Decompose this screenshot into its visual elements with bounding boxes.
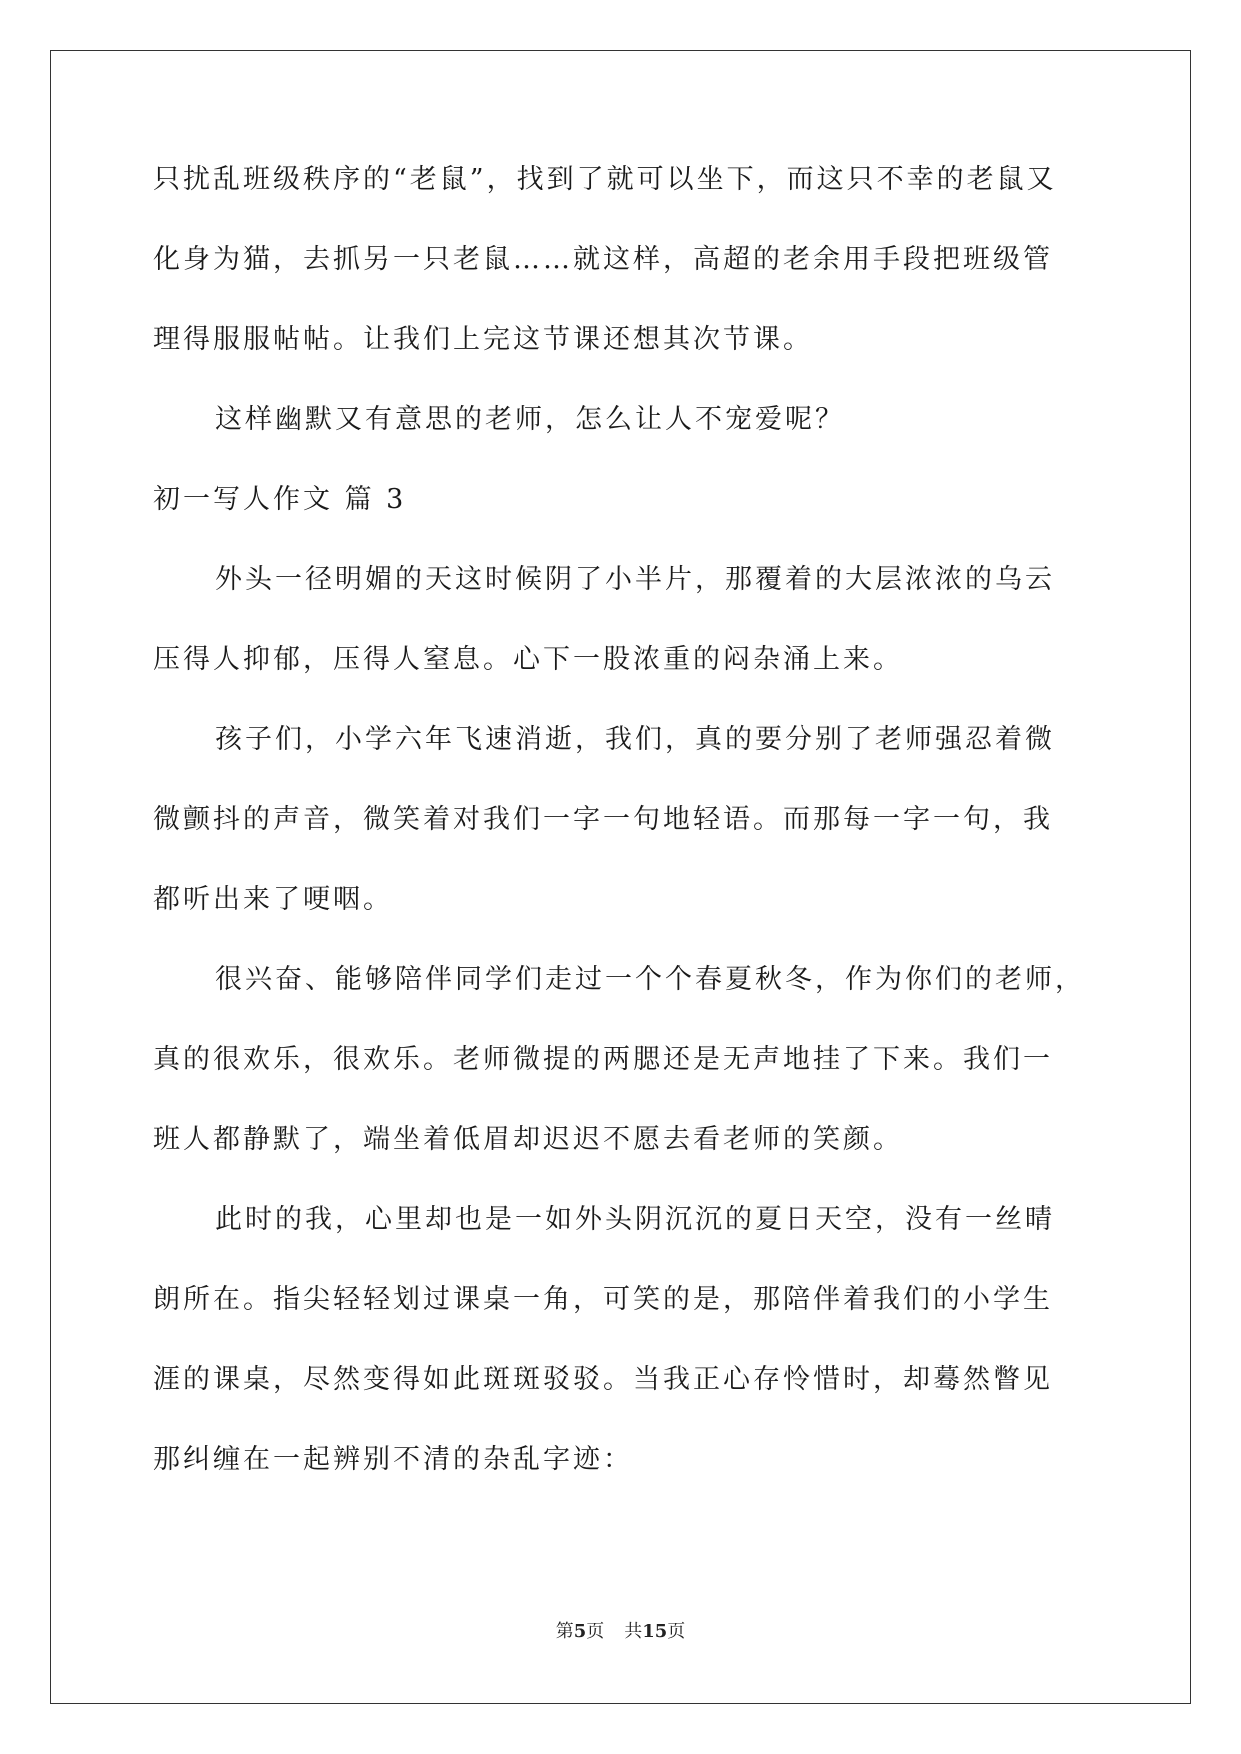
paragraph-start: 这样幽默又有意思的老师，怎么让人不宠爱呢？	[215, 404, 845, 435]
paragraph-start: 孩子们，小学六年飞速消逝，我们，真的要分别了老师强忍着微	[215, 724, 1055, 755]
document-body	[153, 160, 1093, 1520]
footer-total-suffix: 页	[667, 1621, 686, 1642]
text-line: 真的很欢乐，很欢乐。老师微提的两腮还是无声地挂了下来。我们一	[153, 1044, 1053, 1075]
text-line: 化身为猫，去抓另一只老鼠……就这样，高超的老余用手段把班级管	[153, 244, 1053, 275]
text-line: 压得人抑郁，压得人窒息。心下一股浓重的闷杂涌上来。	[153, 644, 903, 675]
text-line: 理得服服帖帖。让我们上完这节课还想其次节课。	[153, 324, 813, 355]
paragraph-start: 外头一径明媚的天这时候阴了小半片，那覆着的大层浓浓的乌云	[215, 564, 1055, 595]
paragraph-start: 很兴奋、能够陪伴同学们走过一个个春夏秋冬，作为你们的老师，	[215, 964, 1085, 995]
text-line: 朗所在。指尖轻轻划过课桌一角，可笑的是，那陪伴着我们的小学生	[153, 1284, 1053, 1315]
text-line: 那纠缠在一起辨别不清的杂乱字迹：	[153, 1444, 633, 1475]
text-line: 涯的课桌，尽然变得如此斑斑驳驳。当我正心存怜惜时，却蓦然瞥见	[153, 1364, 1053, 1395]
text-line: 微颤抖的声音，微笑着对我们一字一句地轻语。而那每一字一句，我	[153, 804, 1053, 835]
paragraph-start: 此时的我，心里却也是一如外头阴沉沉的夏日天空，没有一丝晴	[215, 1204, 1055, 1235]
total-pages: 15	[642, 1621, 668, 1642]
text-line: 只扰乱班级秩序的“老鼠”，找到了就可以坐下，而这只不幸的老鼠又	[153, 164, 1057, 195]
footer-total-prefix: 共	[624, 1621, 643, 1642]
footer-page-suffix: 页	[586, 1621, 605, 1642]
text-line: 都听出来了哽咽。	[153, 884, 393, 915]
page-footer	[0, 1617, 1241, 1643]
section-heading: 初一写人作文 篇 3	[153, 484, 407, 515]
text-line: 班人都静默了，端坐着低眉却迟迟不愿去看老师的笑颜。	[153, 1124, 903, 1155]
footer-prefix: 第	[555, 1621, 574, 1642]
page-number: 5	[573, 1621, 587, 1642]
